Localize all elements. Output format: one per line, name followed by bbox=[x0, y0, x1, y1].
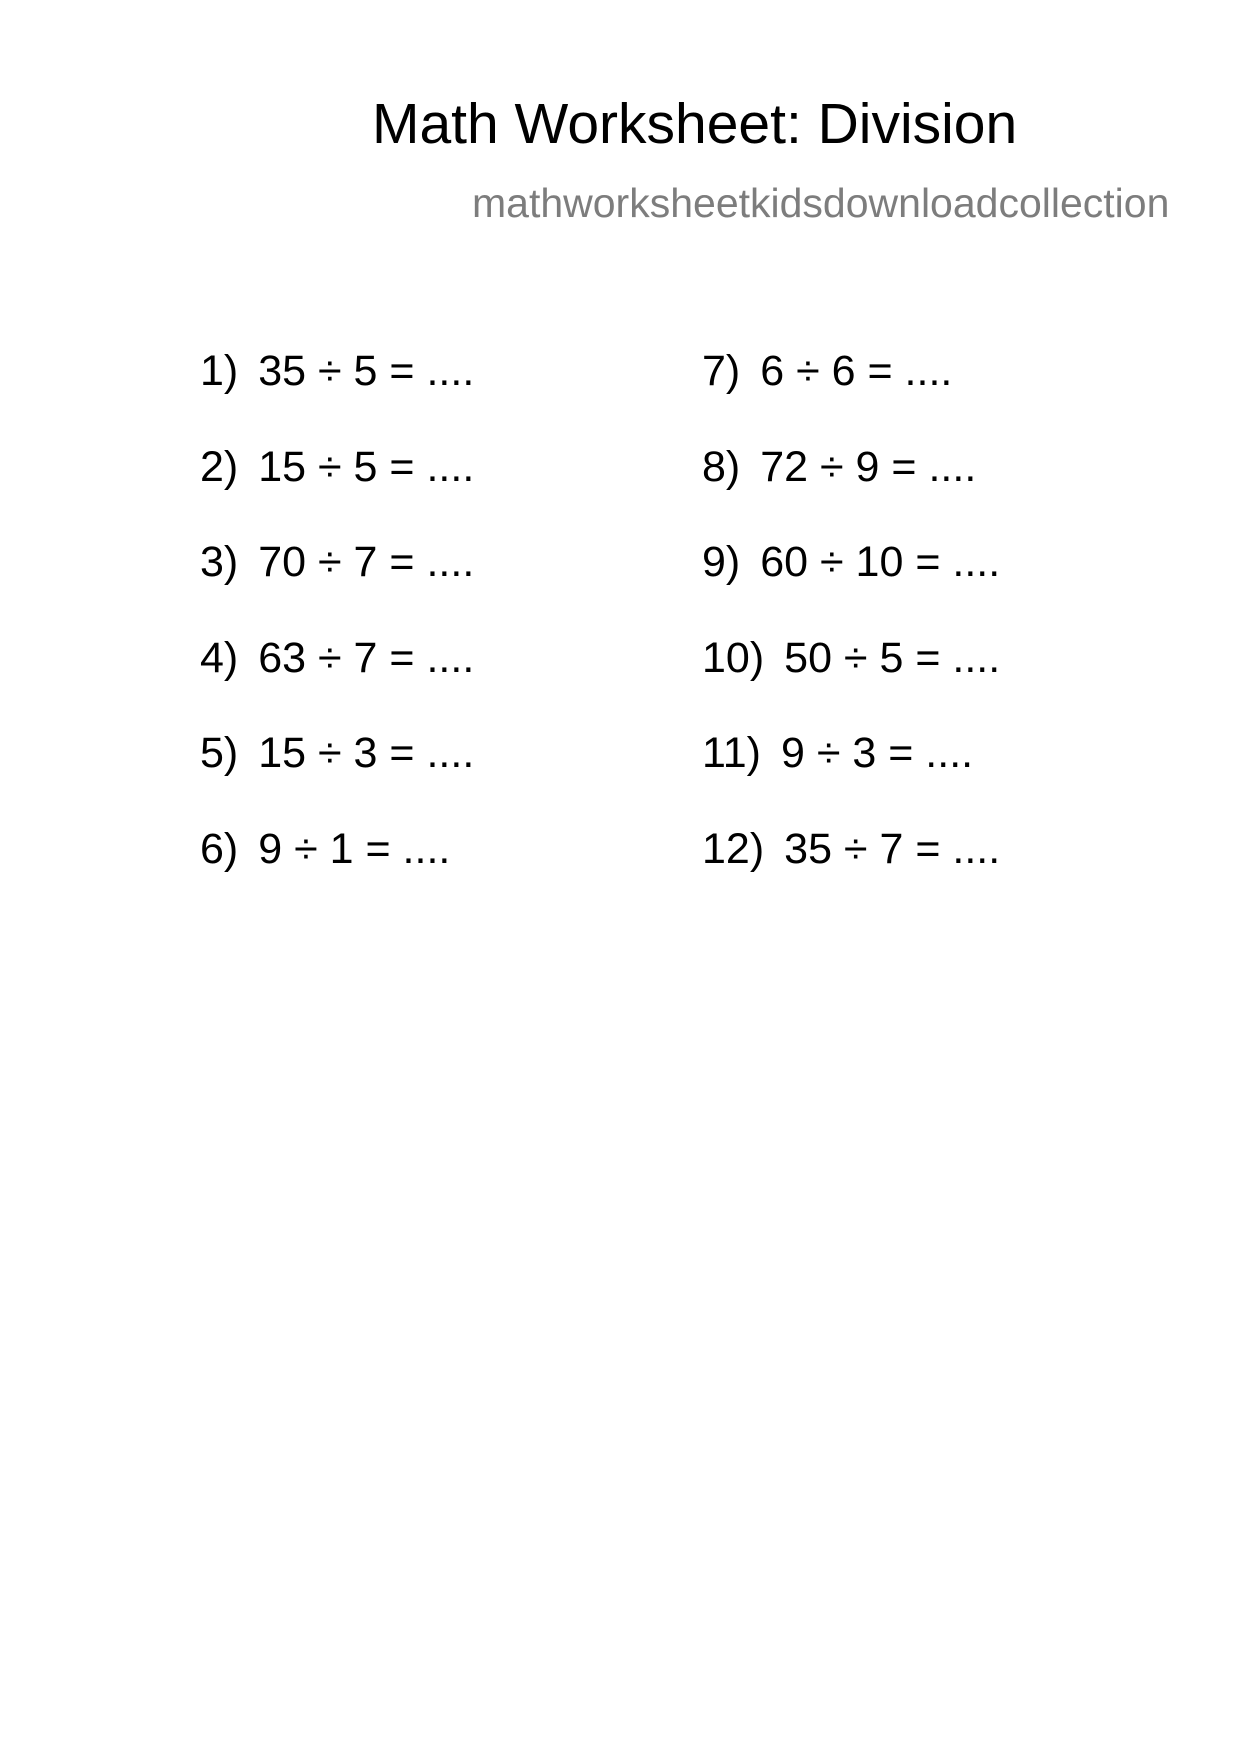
problem-item bbox=[702, 347, 1000, 446]
problem-item bbox=[200, 347, 475, 446]
problem-number: 9) bbox=[702, 538, 741, 586]
problem-item bbox=[200, 729, 475, 828]
problem-expression: 35 ÷ 5 = .... bbox=[258, 347, 475, 395]
problem-expression: 60 ÷ 10 = .... bbox=[760, 538, 1001, 586]
problem-number: 4) bbox=[200, 633, 239, 682]
problem-item bbox=[200, 442, 475, 542]
problem-number: 11) bbox=[702, 729, 761, 777]
problem-number: 2) bbox=[200, 442, 239, 491]
page-subtitle: mathworksheetkidsdownloadcollection bbox=[472, 180, 1170, 226]
problem-number: 1) bbox=[200, 347, 239, 395]
problem-expression: 63 ÷ 7 = .... bbox=[258, 633, 475, 682]
problem-expression: 70 ÷ 7 = .... bbox=[258, 538, 475, 586]
problem-item bbox=[702, 442, 1000, 542]
problem-expression: 15 ÷ 5 = .... bbox=[258, 442, 475, 491]
problem-item bbox=[702, 633, 1001, 733]
problem-item bbox=[200, 538, 475, 637]
problem-column-left bbox=[200, 347, 475, 923]
problem-expression: 50 ÷ 5 = .... bbox=[784, 633, 1001, 682]
problem-item bbox=[702, 824, 1001, 924]
problem-expression: 72 ÷ 9 = .... bbox=[760, 442, 977, 491]
problem-item bbox=[200, 633, 475, 733]
problem-number: 7) bbox=[702, 347, 741, 395]
problem-column-right bbox=[702, 347, 1001, 923]
problem-number: 12) bbox=[702, 824, 765, 873]
problem-expression: 9 ÷ 1 = .... bbox=[258, 824, 451, 873]
problem-item bbox=[702, 538, 1001, 637]
page-title: Math Worksheet: Division bbox=[372, 92, 1018, 156]
problem-expression: 9 ÷ 3 = .... bbox=[780, 729, 974, 777]
problem-item bbox=[200, 824, 474, 924]
problem-expression: 6 ÷ 6 = .... bbox=[760, 347, 953, 395]
problem-number: 8) bbox=[702, 442, 741, 491]
problem-expression: 15 ÷ 3 = .... bbox=[258, 729, 475, 777]
problem-number: 6) bbox=[200, 824, 239, 873]
problem-item bbox=[702, 729, 1000, 828]
problem-number: 5) bbox=[200, 729, 239, 777]
problem-number: 10) bbox=[702, 633, 765, 682]
problem-expression: 35 ÷ 7 = .... bbox=[784, 824, 1001, 873]
problem-number: 3) bbox=[200, 538, 239, 586]
